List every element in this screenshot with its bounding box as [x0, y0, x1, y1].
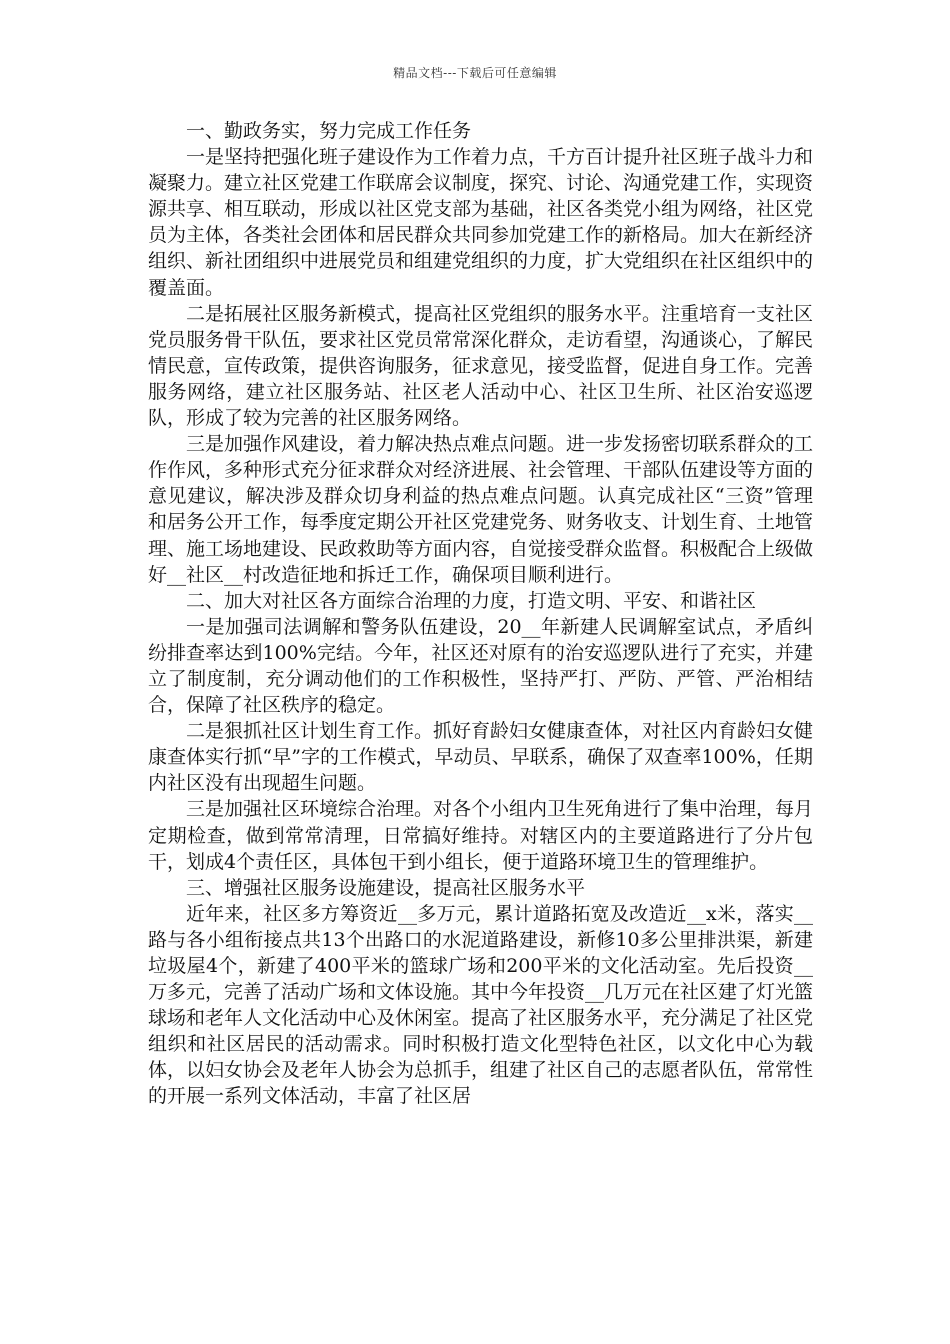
body-paragraph: 三是加强社区环境综合治理。对各个小组内卫生死角进行了集中治理，每月定期检查，做到常常清理，日常搞好维持。对辖区内的主要道路进行了分片包干，划成4个责任区，具体包干到小组长，便于道路环境卫生的管理维护。 — [148, 798, 814, 873]
document-body — [148, 118, 813, 1110]
section-heading-1: 一、勤政务实，努力完成工作任务 — [186, 120, 472, 142]
body-paragraph: 二是狠抓社区计划生育工作。抓好育龄妇女健康查体，对社区内育龄妇女健康查体实行抓“早”字的工作模式，早动员、早联系，确保了双查率100%，任期内社区没有出现超生问题。 — [148, 720, 814, 795]
section-heading-3: 三、增强社区服务设施建设，提高社区服务水平 — [186, 876, 586, 899]
body-paragraph: 二是拓展社区服务新模式，提高社区党组织的服务水平。注重培育一支社区党员服务骨干队伍，要求社区党员常常深化群众，走访看望，沟通谈心，了解民情民意，宣传政策，提供咨询服务，征求意见，接受监督，促进自身工作。完善服务网络，建立社区服务站、社区老人活动中心、社区卫生所、社区治安巡逻队，形成了较为完善的社区服务网络。 — [148, 302, 814, 430]
body-paragraph: 一是加强司法调解和警务队伍建设，20__年新建人民调解室试点，矛盾纠纷排查率达到100%完结。今年，社区还对原有的治安巡逻队进行了充实，并建立了制度制，充分调动他们的工作积极性，坚持严打、严防、严管、严治相结合，保障了社区秩序的稳定。 — [148, 615, 813, 717]
body-paragraph: 一是坚持把强化班子建设作为工作着力点，千方百计提升社区班子战斗力和凝聚力。建立社区党建工作联席会议制度，探究、讨论、沟通党建工作，实现资源共享、相互联动，形成以社区党支部为基础，社区各类党小组为网络，社区党员为主体，各类社会团体和居民群众共同参加党建工作的新格局。加大在新经济组织、新社团组织中进展党员和组建党组织的力度，扩大党组织在社区组织中的覆盖面。 — [148, 146, 814, 299]
section-heading-2: 二、加大对社区各方面综合治理的力度，打造文明、平安、和谐社区 — [186, 589, 757, 612]
body-paragraph: 近年来，社区多方筹资近__多万元，累计道路拓宽及改造近__x米，落实__路与各小组衔接点共13个出路口的水泥道路建设，新修10多公里排洪渠，新建垃圾屋4个，新建了400平米的篮球广场和200平米的文化活动室。先后投资__万多元，完善了活动广场和文体设施。其中今年投资__几万元在社区建了灯光篮球场和老年人文化活动中心及休闲室。提高了社区服务水平，充分满足了社区党组织和社区居民的活动需求。同时积极打造文化型特色社区，以文化中心为载体，以妇女协会及老年人协会为总抓手，组建了社区自己的志愿者队伍，常常性的开展一系列文体活动，丰富了社区居 — [148, 902, 814, 1108]
body-paragraph: 三是加强作风建设，着力解决热点难点问题。进一步发扬密切联系群众的工作作风，多种形式充分征求群众对经济进展、社会管理、干部队伍建设等方面的意见建议，解决涉及群众切身利益的热点难点问题。认真完成社区“三资”管理和居务公开工作，每季度定期公开社区党建党务、财务收支、计划生育、土地管理、施工场地建设、民政救助等方面内容，自觉接受群众监督。积极配合上级做好__社区__村改造征地和拆迁工作，确保项目顺利进行。 — [148, 433, 814, 586]
page-header: 精品文档---下载后可任意编辑 — [393, 66, 557, 80]
